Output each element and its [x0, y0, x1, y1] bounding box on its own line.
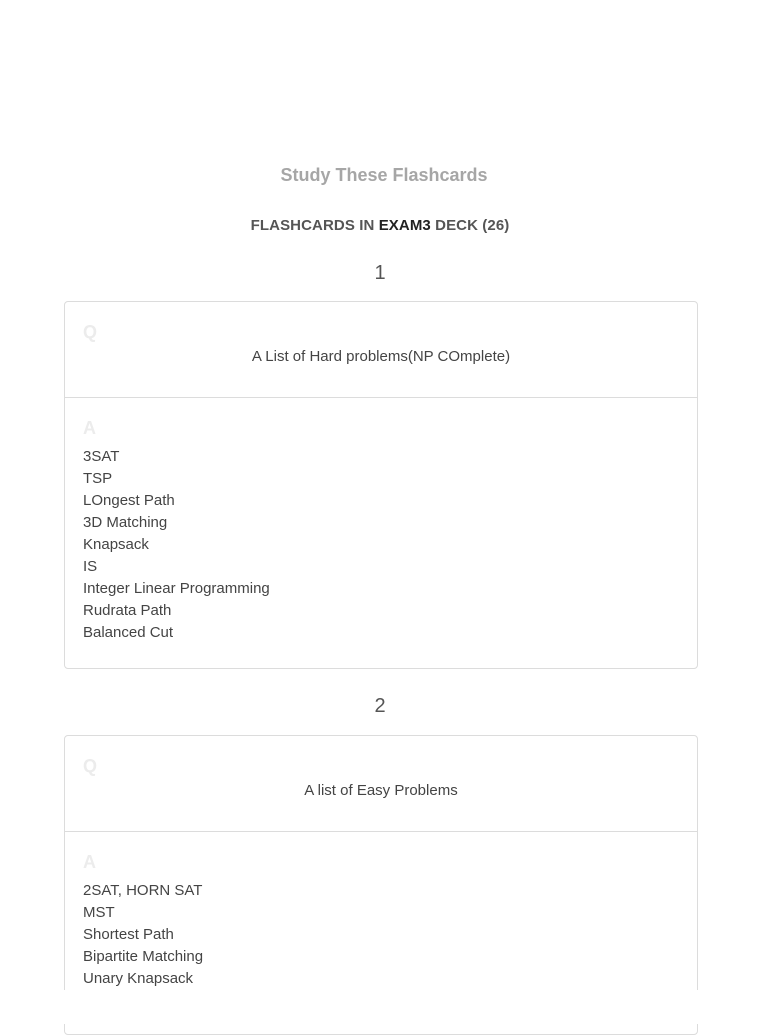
- deck-heading-prefix: FLASHCARDS IN: [250, 217, 379, 234]
- answer-line: MST: [83, 904, 115, 921]
- answer-line: IS: [83, 558, 98, 575]
- question-label: Q: [83, 756, 98, 776]
- card-number: 2: [374, 695, 386, 717]
- card-answer-section: [65, 398, 697, 662]
- card-answer-list: [83, 880, 679, 990]
- answer-line: Knapsack: [83, 536, 149, 553]
- answer-line: Bipartite Matching: [83, 948, 204, 965]
- deck-heading: [0, 217, 760, 234]
- answer-line: 3SAT: [83, 448, 120, 465]
- card-answer-list: [83, 446, 679, 644]
- study-title: Study These Flashcards: [280, 165, 488, 185]
- answer-line: TSP: [83, 470, 113, 487]
- answer-line: Rudrata Path: [83, 602, 172, 619]
- answer-line: Balanced Cut: [83, 624, 174, 641]
- card-number: 1: [374, 262, 386, 284]
- deck-name-link[interactable]: EXAM3: [378, 217, 431, 234]
- answer-line: Integer Linear Programming: [83, 580, 270, 597]
- answer-line: LOngest Path: [83, 492, 175, 509]
- deck-heading-count: DECK (26): [430, 217, 510, 234]
- answer-line: 3D Matching: [83, 514, 168, 531]
- page-bottom-edge: [0, 990, 768, 1024]
- question-label: Q: [83, 322, 98, 342]
- card-answer-section: [65, 832, 697, 1008]
- card-question-section: [65, 736, 697, 832]
- answer-line: 2SAT, HORN SAT: [83, 882, 203, 899]
- card-question-text: A List of Hard problems(NP COmplete): [251, 348, 511, 365]
- answer-label: A: [83, 418, 96, 438]
- answer-label: A: [83, 852, 96, 872]
- card-question-section: [65, 302, 697, 398]
- answer-line: Unary Knapsack: [83, 970, 194, 987]
- answer-line: Shortest Path: [83, 926, 174, 943]
- flashcard[interactable]: [64, 301, 698, 669]
- card-question-text: A list of Easy Problems: [304, 782, 458, 799]
